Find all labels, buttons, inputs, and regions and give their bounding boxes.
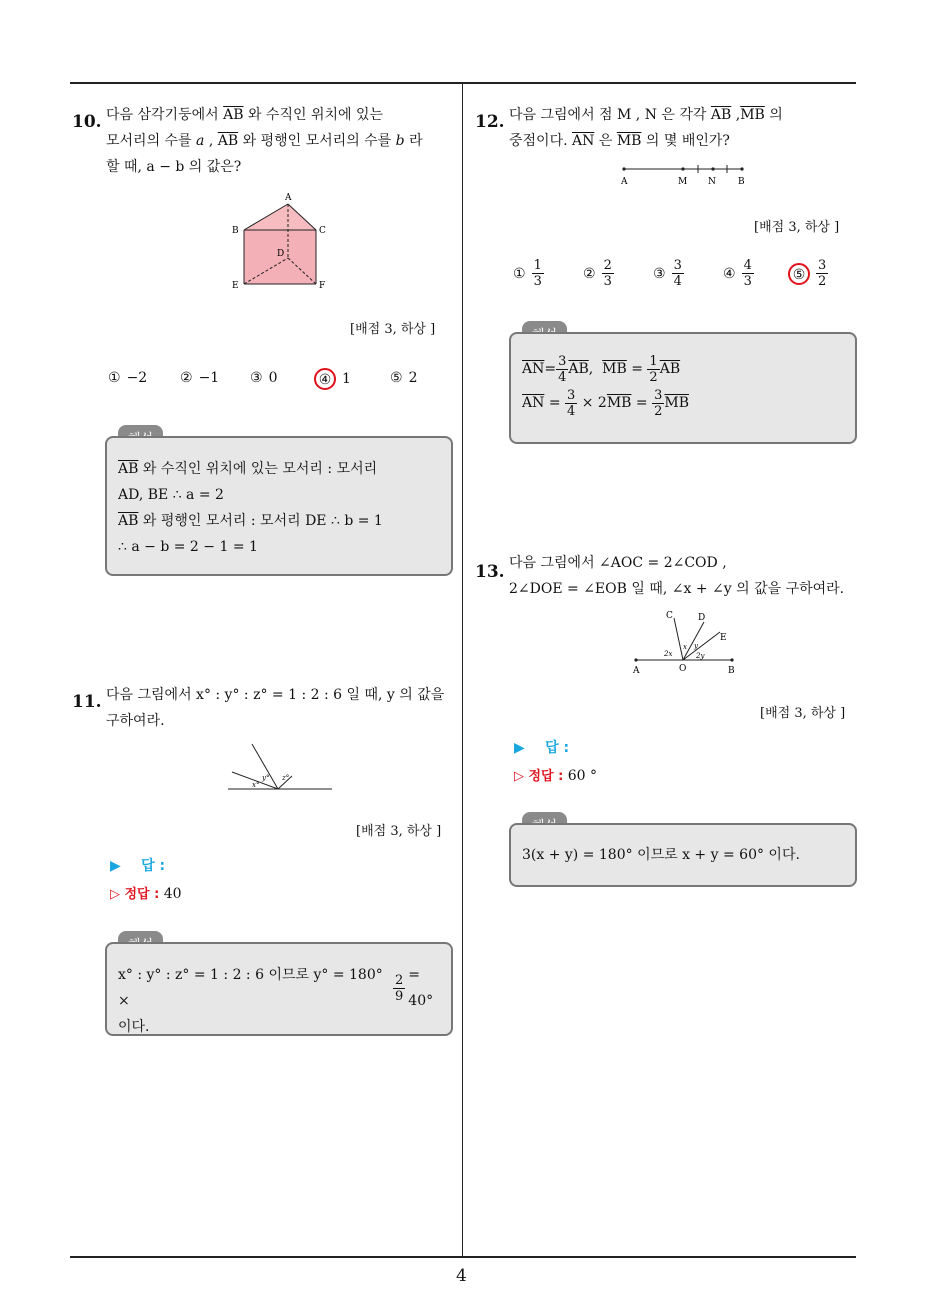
svg-text:C: C: [666, 611, 673, 621]
q12-choice-1[interactable]: ① $\frac{1}{3}$: [513, 258, 542, 289]
q10-choice-3[interactable]: ③ 0: [250, 370, 278, 386]
answer-arrow-icon: ▶: [110, 858, 121, 874]
q10-choice-4-selected[interactable]: ④ 1: [318, 368, 351, 390]
q10-choice-5[interactable]: ⑤ 2: [390, 370, 418, 386]
question-13-number: 13.: [475, 562, 505, 582]
q12-choice-5-selected[interactable]: ⑤ $\frac{3}{2}$: [792, 258, 828, 289]
svg-text:E: E: [720, 633, 727, 643]
svg-text:O: O: [679, 664, 687, 674]
q10-solution-text: $\overline{AB}$ 와 수직인 위치에 있는 모서리 : 모서리 AD, BE ∴ a = 2 $\overline{AB}$ 와 평행인 모서리 : 모서리 DE ∴ b = 1 ∴ a − b = 2 − 1 = 1: [118, 461, 383, 555]
q13-answer-line[interactable]: ▶ 답 :: [514, 740, 570, 756]
q12-choice-4[interactable]: ④ $\frac{4}{3}$: [723, 258, 752, 289]
svg-text:N: N: [708, 177, 716, 187]
question-11-number: 11.: [72, 692, 102, 712]
svg-text:M: M: [678, 177, 688, 187]
svg-text:x: x: [683, 643, 687, 651]
selected-mark-icon: ⑤: [788, 263, 810, 285]
angle-figure-q13: [628, 608, 740, 678]
bottom-rule: [70, 1256, 856, 1258]
question-12-number: 12.: [475, 112, 505, 132]
label-D: D: [277, 249, 285, 259]
question-11-text: 다음 그림에서 x° : y° : z° = 1 : 2 : 6 일 때, y 의 값을 구하여라.: [106, 687, 445, 729]
label-A: A: [285, 193, 292, 203]
q10-score: [배점 3, 하상 ]: [350, 322, 436, 337]
q13-score: [배점 3, 하상 ]: [760, 706, 846, 721]
svg-text:z°: z°: [282, 774, 290, 782]
svg-text:x°: x°: [252, 781, 260, 789]
selected-mark-icon: ④: [314, 368, 336, 390]
answer-arrow-icon: ▶: [514, 740, 525, 756]
svg-text:B: B: [738, 177, 745, 187]
q10-choice-2[interactable]: ② −1: [180, 370, 220, 386]
svg-text:y°: y°: [262, 774, 270, 782]
question-10-number: 10.: [72, 112, 102, 132]
svg-text:y: y: [694, 642, 698, 650]
correct-arrow-icon: ▷: [514, 769, 524, 784]
label-B: B: [232, 226, 239, 236]
svg-text:D: D: [698, 613, 706, 623]
angle-figure-q11: [226, 740, 336, 794]
top-rule: [70, 82, 856, 84]
segment-figure-q12: [616, 162, 756, 188]
q12-choice-3[interactable]: ③ $\frac{3}{4}$: [653, 258, 682, 289]
svg-text:B: B: [728, 666, 735, 676]
svg-text:2x: 2x: [664, 650, 673, 658]
svg-text:A: A: [621, 177, 628, 187]
correct-arrow-icon: ▷: [110, 887, 120, 902]
label-F: F: [319, 281, 326, 291]
q12-solution-text: $\overline{AN}$ = $\frac{3}{4}$ $\overline{AB}$ , $\overline{MB}$ = $\frac{1}{2}$ $\overline{AB}$ $\overline{AN}$ = $\frac{3}{4}$ × 2 $\overline{MB}$ = $\frac{3}{2}$ $\overline{MB}$: [522, 353, 690, 419]
label-E: E: [232, 281, 239, 291]
q13-solution-text: 3(x + y) = 180° 이므로 x + y = 60° 이다.: [522, 847, 800, 863]
q11-solution-text: x° : y° : z° = 1 : 2 : 6 이므로 y° = 180° × $\frac{2}{9}$ = 40° 이다.: [118, 967, 434, 1035]
column-divider: [462, 82, 463, 1257]
q10-choice-1[interactable]: ① −2: [108, 370, 148, 386]
q11-score: [배점 3, 하상 ]: [356, 824, 442, 839]
triangular-prism-figure: [228, 190, 338, 292]
q13-correct-line: ▷ 정답 : 60 °: [514, 768, 598, 784]
q12-choice-2[interactable]: ② $\frac{2}{3}$: [583, 258, 612, 289]
page-number: 4: [456, 1266, 467, 1286]
question-12-text: 다음 그림에서 점 M , N 은 각각 $\overline{AB}$ $,\overline{MB}$ 의 중점이다. $\overline{AN}$ 은 $\overline{MB}$ 의 몇 배인가?: [509, 107, 783, 149]
svg-text:A: A: [633, 666, 640, 676]
q12-score: [배점 3, 하상 ]: [754, 220, 840, 235]
q11-correct-line: ▷ 정답 : 40: [110, 886, 182, 902]
question-10-text: 다음 삼각기둥에서 $\overline{AB}$ 와 수직인 위치에 있는 모서리의 수를 a , $\overline{AB}$ 와 평행인 모서리의 수를 b 라 할 때, a − b 의 값은?: [106, 107, 423, 175]
label-C: C: [319, 226, 326, 236]
question-13-text: 다음 그림에서 ∠AOC = 2∠COD , 2∠DOE = ∠EOB 일 때, ∠x + ∠y 의 값을 구하여라.: [509, 555, 845, 597]
svg-text:2y: 2y: [696, 652, 705, 660]
q11-answer-line[interactable]: ▶ 답 :: [110, 858, 166, 874]
